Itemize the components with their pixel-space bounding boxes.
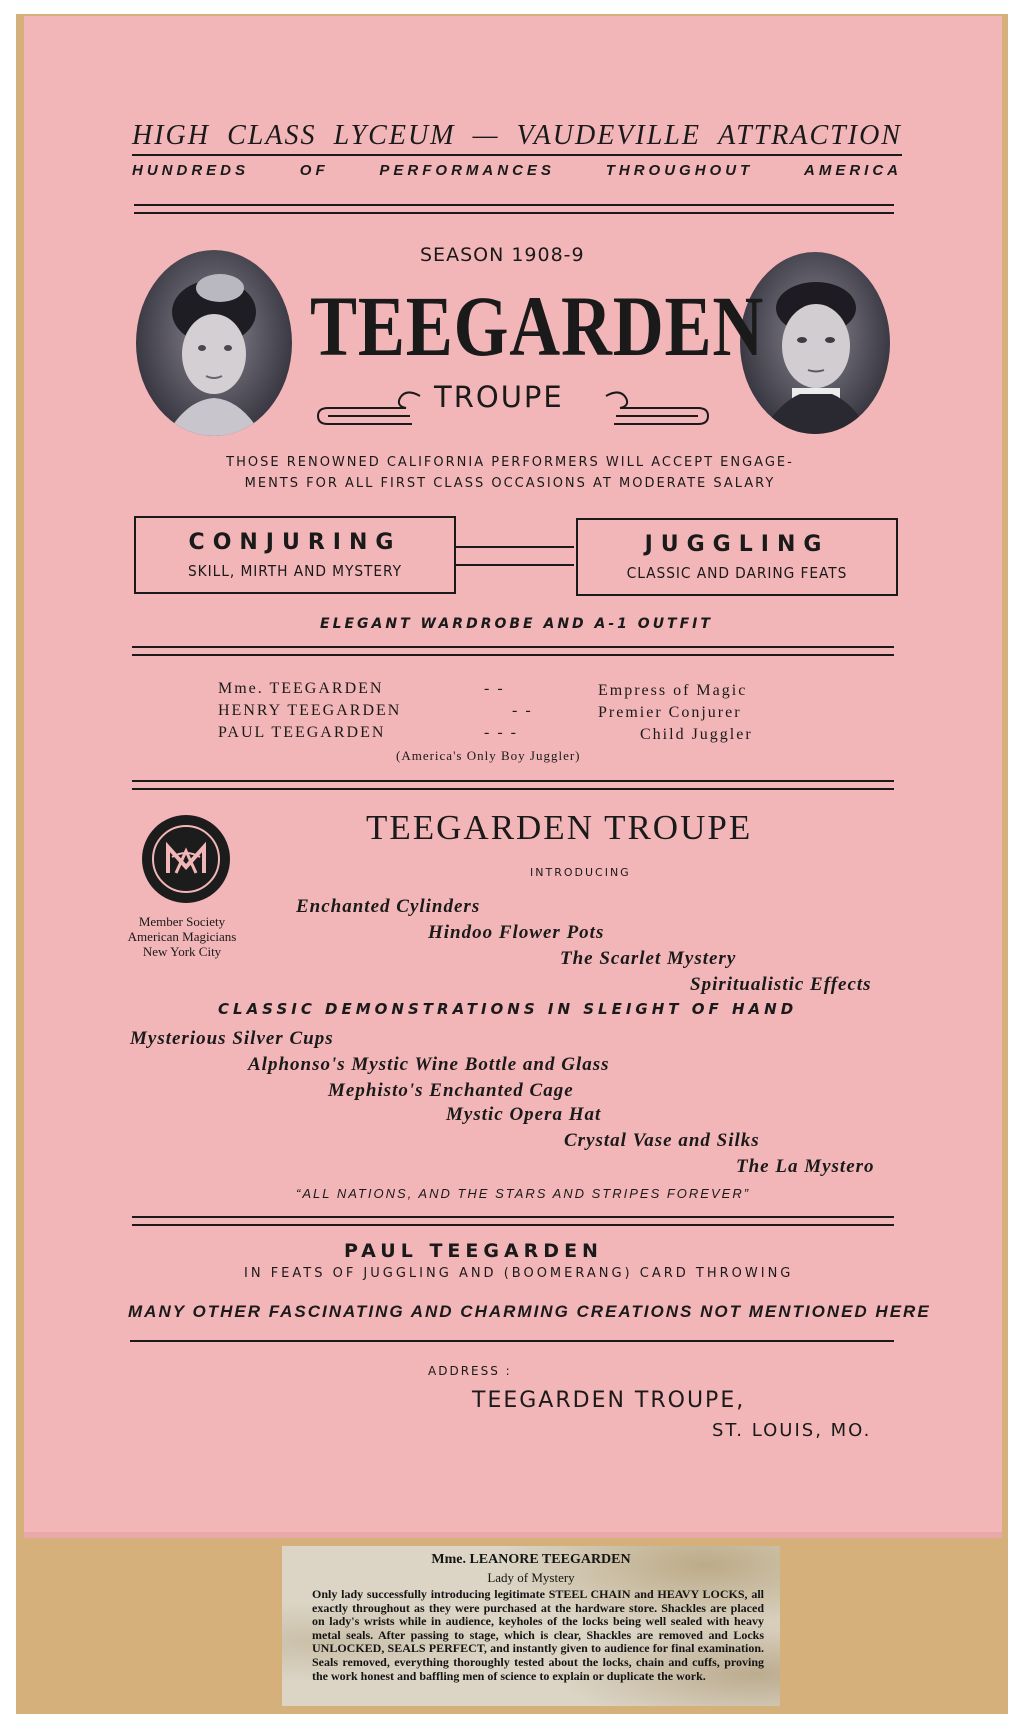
- act-item: Mystic Opera Hat: [446, 1104, 602, 1125]
- cast-dashes: - -: [484, 680, 505, 697]
- nations-quote: “ALL NATIONS, AND THE STARS AND STRIPES FOREVER”: [296, 1186, 751, 1201]
- cast-role: Empress of Magic: [598, 682, 748, 699]
- cast-role: Premier Conjurer: [598, 704, 742, 721]
- cast-dashes: - -: [512, 702, 533, 719]
- cast-role: Child Juggler: [640, 726, 753, 743]
- header-word: AMERICA: [804, 162, 902, 179]
- cast-note: (America's Only Boy Juggler): [396, 748, 581, 763]
- act-item: Hindoo Flower Pots: [428, 922, 605, 943]
- act-item: Mysterious Silver Cups: [130, 1028, 334, 1049]
- juggling-box: [576, 518, 898, 596]
- juggling-subtitle: CLASSIC AND DARING FEATS: [626, 564, 848, 582]
- juggling-title: JUGGLING: [644, 532, 830, 557]
- clipping-title: Mme. LEANORE TEEGARDEN: [431, 1552, 631, 1567]
- conjuring-subtitle: SKILL, MIRTH AND MYSTERY: [187, 562, 403, 580]
- wardrobe-line: ELEGANT WARDROBE AND A-1 OUTFIT: [320, 616, 713, 632]
- left-swirl-ornament: [314, 388, 426, 432]
- conjuring-title: CONJURING: [188, 530, 402, 555]
- address-label: ADDRESS :: [428, 1364, 512, 1378]
- connector-rule: [456, 546, 574, 548]
- newspaper-clipping: [282, 1546, 780, 1706]
- act-item: Alphonso's Mystic Wine Bottle and Glass: [248, 1054, 610, 1075]
- act-item: The Scarlet Mystery: [560, 948, 737, 969]
- renowned-text: THOSE RENOWNED CALIFORNIA PERFORMERS WILL ACCEPT ENGAGE-MENTS FOR ALL FIRST CLASS OCCASIONS AT MODERATE SALARY: [226, 455, 794, 491]
- cast-name: HENRY TEEGARDEN: [218, 702, 402, 719]
- woman-portrait-icon: [136, 250, 292, 436]
- society-seal: [142, 815, 230, 903]
- header-word: OF: [299, 162, 329, 179]
- divider-rule: [130, 1340, 894, 1342]
- header-word: LYCEUM: [333, 120, 456, 151]
- header-word: CLASS: [227, 120, 317, 151]
- introducing-label: INTRODUCING: [530, 866, 631, 879]
- cast-dashes: - - -: [484, 724, 518, 741]
- member-caption: Member Society American Magicians New York City: [127, 914, 237, 959]
- header-line-1: [132, 120, 902, 152]
- right-swirl-ornament: [600, 388, 712, 432]
- act-item: Mephisto's Enchanted Cage: [328, 1080, 574, 1101]
- header-word: —: [472, 120, 500, 151]
- classic-heading: CLASSIC DEMONSTRATIONS IN SLEIGHT OF HAND: [218, 1000, 798, 1018]
- paul-heading: PAUL TEEGARDEN: [344, 1240, 603, 1262]
- act-item: Spiritualistic Effects: [690, 974, 872, 995]
- divider-rule: [132, 780, 894, 790]
- section-title: TEEGARDEN TROUPE: [366, 808, 753, 847]
- header-underline: [132, 154, 902, 156]
- header-line-2: [132, 162, 902, 179]
- header-word: HUNDREDS: [132, 162, 250, 179]
- header-word: VAUDEVILLE: [516, 120, 701, 151]
- act-item: Enchanted Cylinders: [296, 896, 481, 917]
- connector-rule: [456, 564, 574, 566]
- divider-rule: [132, 646, 894, 656]
- main-title: TEEGARDEN: [310, 278, 765, 374]
- header-word: PERFORMANCES: [379, 162, 555, 179]
- divider-rule: [132, 1216, 894, 1226]
- act-item: The La Mystero: [736, 1156, 875, 1177]
- act-item: Crystal Vase and Silks: [564, 1130, 760, 1151]
- clipping-body: Only lady successfully introducing legitimate STEEL CHAIN and HEAVY LOCKS, all exactly throughout as they were purchased at the hardware store. Shackles are placed on lady's wrists while in audience, keyholes of the locks being well sealed with heavy metal seals. After passing to stage, which is clear, Shackles are removed and Locks UNLOCKED, SEALS PERFECT, and instantly given to audience for final examination. Seals removed, everything thoroughly tested about the locks, chain and cuffs, proving the work honest and baffling men of science to explain or duplicate the work.: [312, 1587, 764, 1683]
- sam-monogram-icon: [154, 827, 218, 891]
- clipping-subtitle: Lady of Mystery: [487, 1570, 575, 1585]
- address-line-1: TEEGARDEN TROUPE,: [472, 1388, 746, 1413]
- seal-ring: [152, 825, 220, 893]
- divider-rule: [134, 204, 894, 214]
- woman-portrait: [136, 250, 292, 436]
- many-creations-line: MANY OTHER FASCINATING AND CHARMING CREATIONS NOT MENTIONED HERE: [128, 1302, 931, 1321]
- paul-feats: IN FEATS OF JUGGLING AND (BOOMERANG) CARD THROWING: [244, 1266, 794, 1281]
- header-word: THROUGHOUT: [605, 162, 754, 179]
- cast-name: PAUL TEEGARDEN: [218, 724, 386, 741]
- season-label: SEASON 1908-9: [420, 244, 585, 266]
- troupe-label: TROUPE: [434, 380, 564, 414]
- header-word: ATTRACTION: [718, 120, 902, 151]
- sheet-edge: [24, 1532, 1002, 1538]
- address-line-2: ST. LOUIS, MO.: [712, 1420, 872, 1441]
- cast-name: Mme. TEEGARDEN: [218, 680, 384, 697]
- header-word: HIGH: [132, 120, 210, 151]
- conjuring-box: [134, 516, 456, 594]
